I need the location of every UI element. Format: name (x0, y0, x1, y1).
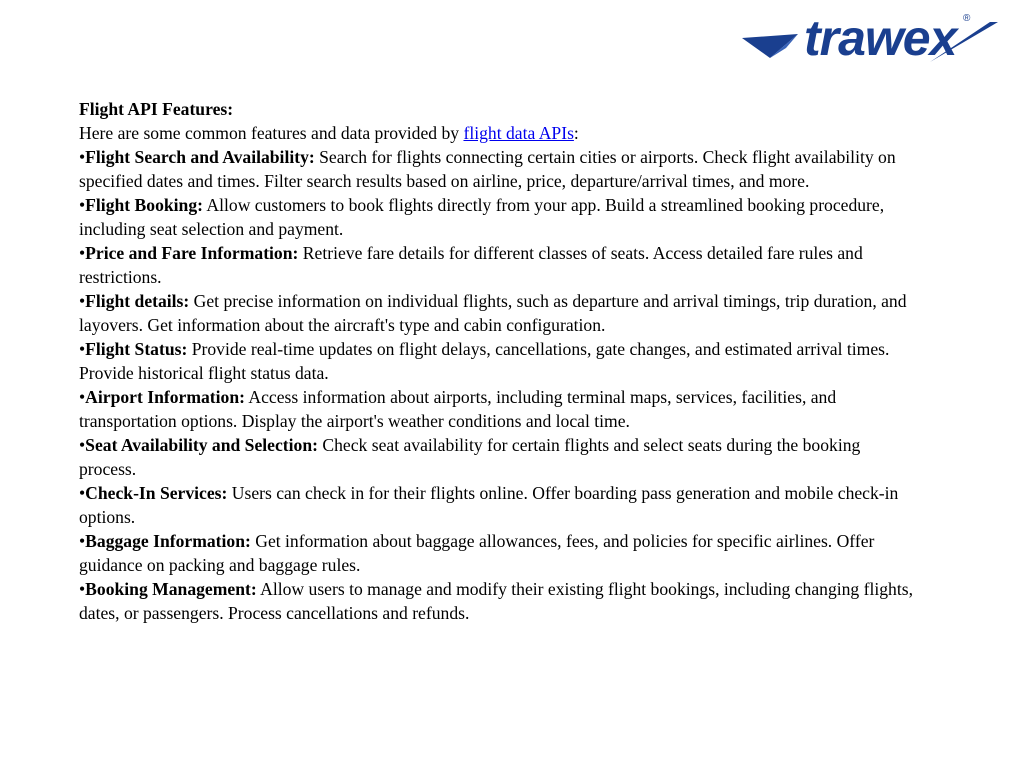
feature-description: Get information about baggage allowances, fees, and policies for specific airlines. Offer guidance on packing and baggage rules. (79, 531, 875, 575)
feature-description: Allow users to manage and modify their existing flight bookings, including changing flights, dates, or passengers. Process cancellations and refunds. (79, 579, 913, 623)
list-item (79, 481, 919, 529)
bullet-icon: • (79, 339, 86, 359)
list-item (79, 241, 919, 289)
feature-title: Price and Fare Information: (85, 243, 299, 263)
list-item (79, 529, 919, 577)
feature-title: Check-In Services: (85, 483, 228, 503)
feature-title: Booking Management: (85, 579, 257, 599)
bullet-icon: • (79, 435, 86, 455)
flight-data-apis-link[interactable]: flight data APIs (463, 123, 574, 143)
bullet-icon: • (79, 531, 86, 551)
list-item (79, 193, 919, 241)
trawex-logo (740, 10, 1002, 70)
bullet-icon: • (79, 195, 86, 215)
feature-description: Check seat availability for certain flights and select seats during the booking process. (79, 435, 861, 479)
feature-title: Seat Availability and Selection: (85, 435, 318, 455)
intro-text: Here are some common features and data provided by (79, 123, 464, 143)
bullet-icon: • (79, 147, 86, 167)
registered-mark: ® (963, 13, 971, 24)
features-content (79, 97, 919, 625)
bullet-icon: • (79, 291, 86, 311)
logo-wordmark: trawex (804, 10, 957, 66)
intro-line (79, 121, 919, 145)
bullet-icon: • (79, 243, 86, 263)
feature-list (79, 145, 919, 625)
page-heading: Flight API Features: (79, 99, 234, 119)
bullet-icon: • (79, 483, 86, 503)
list-item (79, 385, 919, 433)
feature-title: Baggage Information: (85, 531, 251, 551)
list-item (79, 337, 919, 385)
list-item (79, 289, 919, 337)
intro-colon: : (573, 123, 579, 143)
feature-title: Flight details: (85, 291, 190, 311)
bullet-icon: • (79, 579, 86, 599)
feature-title: Flight Booking: (85, 195, 203, 215)
feature-description: Users can check in for their flights online. Offer boarding pass generation and mobile check-in options. (79, 483, 899, 527)
feature-description: Access information about airports, including terminal maps, services, facilities, and transportation options. Display the airport's weather conditions and local time. (79, 387, 837, 431)
feature-title: Airport Information: (85, 387, 245, 407)
feature-description: Search for flights connecting certain cities or airports. Check flight availability on specified dates and times. Filter search results based on airline, price, departure/arrival times, and more. (79, 147, 896, 191)
feature-description: Allow customers to book flights directly from your app. Build a streamlined booking procedure, including seat selection and payment. (79, 195, 885, 239)
list-item (79, 433, 919, 481)
feature-description: Get precise information on individual flights, such as departure and arrival timings, trip duration, and layovers. Get information about the aircraft's type and cabin configuration. (79, 291, 907, 335)
feature-title: Flight Status: (85, 339, 188, 359)
bullet-icon: • (79, 387, 86, 407)
list-item (79, 145, 919, 193)
feature-title: Flight Search and Availability: (85, 147, 315, 167)
feature-description: Retrieve fare details for different classes of seats. Access detailed fare rules and restrictions. (79, 243, 863, 287)
logo-swoosh (740, 14, 1002, 70)
list-item (79, 577, 919, 625)
feature-description: Provide real-time updates on flight delays, cancellations, gate changes, and estimated arrival times. Provide historical flight status data. (79, 339, 890, 383)
